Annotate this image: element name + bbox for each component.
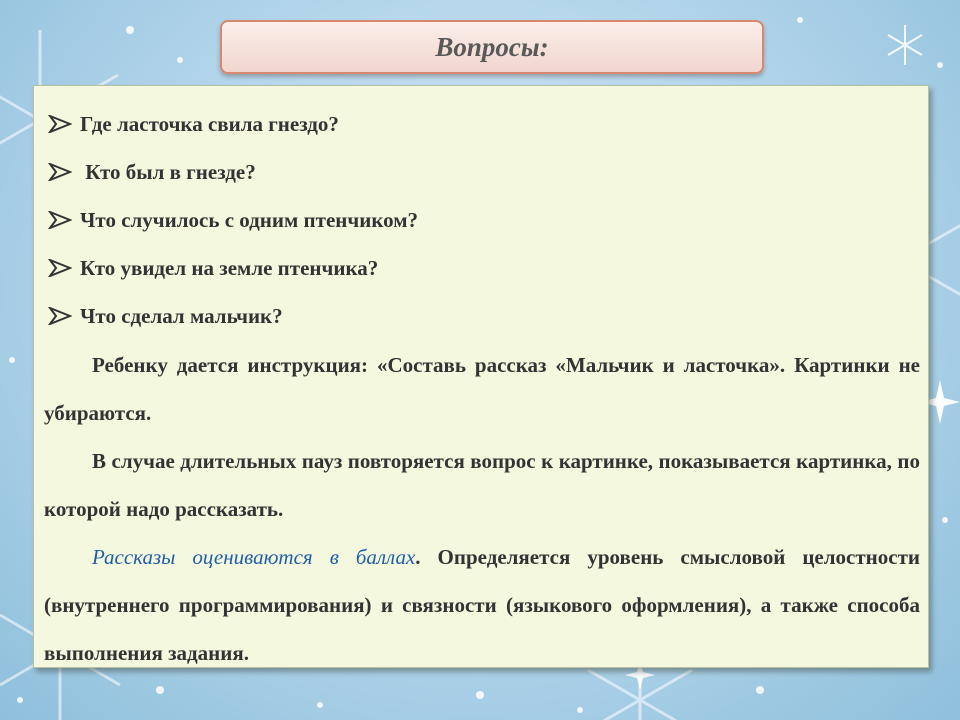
question-text: Что случилось с одним птенчиком?: [80, 207, 419, 232]
evaluation-text: . Определяется уровень смысловой целостности (внутреннего программирования) и связности (языкового оформления), а также способа выполнения задания.: [44, 545, 920, 665]
instruction-paragraph: Ребенку дается инструкция: «Составь рассказ «Мальчик и ласточка». Картинки не убираются.: [44, 353, 920, 425]
arrowhead-bullet-icon: [48, 115, 72, 133]
pause-paragraph: В случае длительных пауз повторяется вопрос к картинке, показывается картинка, по которой надо рассказать.: [44, 449, 920, 521]
arrowhead-bullet-icon: [48, 307, 72, 325]
arrowhead-bullet-icon: [48, 259, 72, 277]
evaluation-paragraph: [44, 533, 920, 677]
list-item: [48, 108, 339, 140]
question-text: Где ласточка свила гнездо?: [80, 111, 339, 136]
page-title: Вопросы:: [435, 31, 549, 62]
list-item: [48, 252, 378, 284]
question-text: Что сделал мальчик?: [80, 303, 283, 328]
content-panel: [33, 85, 929, 668]
list-item: [48, 156, 256, 188]
arrowhead-bullet-icon: [48, 163, 72, 181]
title-box: [220, 20, 764, 74]
question-text: Кто увидел на земле птенчика?: [80, 255, 379, 280]
list-item: [48, 204, 418, 236]
arrowhead-bullet-icon: [48, 211, 72, 229]
list-item: [48, 300, 283, 332]
question-text: Кто был в гнезде?: [80, 159, 256, 184]
evaluation-highlight: Рассказы оцениваются в баллах: [92, 545, 416, 569]
